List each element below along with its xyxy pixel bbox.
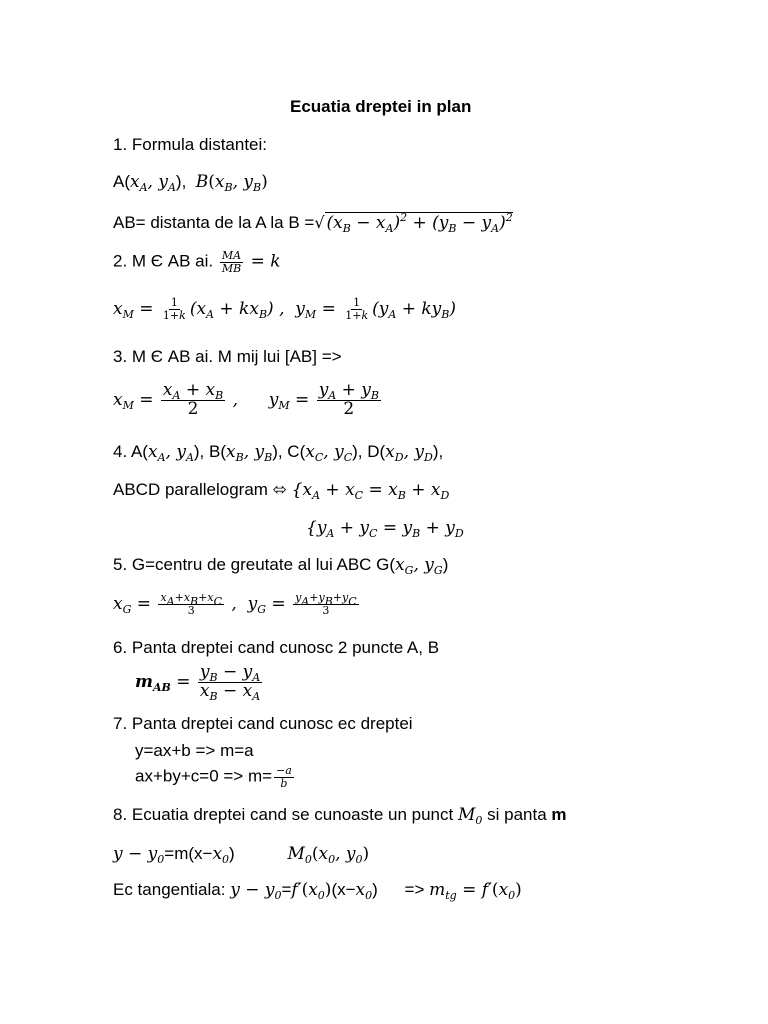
tangent-equation: Ec tangentiala: $y - y_0=f'(x_0)(x-x_0) => m_{tg} = f'(x_0)$ (113, 880, 522, 902)
centroid-coordinates: $x_G$ = $\frac{x_A+x_B+x_C}{3}$ , $y_G$ = $\frac{y_A+y_B+y_C}{3}$ (113, 591, 357, 617)
distance-formula: AB= distanta de la A la B =√ $(x_B - x_A)^2 + (y_B - y_A)^2$ (113, 211, 513, 235)
slope-general: ax+by+c=0 => m= $\frac{-a}{b}$ (135, 764, 292, 790)
parallelogram-condition-y: {$y_A + y_C = y_B + y_D$ (306, 518, 464, 540)
points-ab: $A(x_A$, $y_A$), $B(x_B$, $y_B$) (113, 172, 268, 194)
section-8-heading: 8. Ecuatia dreptei cand se cunoaste un punct $M_0$ si panta m (113, 805, 567, 827)
section-3-heading: 3. M Є AB ai. M mij lui [AB] => (113, 347, 342, 366)
section-5-heading: 5. G=centru de greutate al lui ABC $G(x_G$, $y_G$) (113, 555, 449, 577)
page-title: Ecuatia dreptei in plan (290, 97, 472, 116)
section-1-heading: 1. Formula distantei: (113, 135, 268, 154)
parallelogram-condition-x: ABCD parallelogram ⬄ {$x_A + x_C = x_B + x_D$ (113, 480, 450, 502)
line-point-slope: $y - y_0=m(x-x_0)$ $M_0(x_0$, $y_0$) (113, 844, 370, 866)
slope-explicit: y=ax+b => m=a (135, 741, 254, 760)
midpoint-coordinates: $x_M$ = $\frac{x_A + x_B}{2}$ , $y_M$ = $\frac{y_A + y_B}{2}$ (113, 380, 379, 419)
section-6-heading: 6. Panta dreptei cand cunosc 2 puncte A, B (113, 638, 440, 657)
section-4-heading: 4. $A(x_A$, $y_A$), $B(x_B$, $y_B$), $C(x_C$, $y_C$), $D(x_D$, $y_D$), (113, 442, 444, 464)
section-2-heading: 2. M Є AB ai. $\frac{MA}{MB}$ = k (113, 249, 281, 275)
section-7-heading: 7. Panta dreptei cand cunosc ec dreptei (113, 714, 413, 733)
ratio-coordinates: $x_M$ = $\frac{1}{1+k}$ $(x_A + kx_B)$ , $y_M$ = $\frac{1}{1+k}$ $(y_A + ky_B)$ (113, 296, 457, 322)
slope-two-points: $m_{AB}$ = $\frac{y_B - y_A}{x_B - x_A}$ (135, 662, 261, 703)
